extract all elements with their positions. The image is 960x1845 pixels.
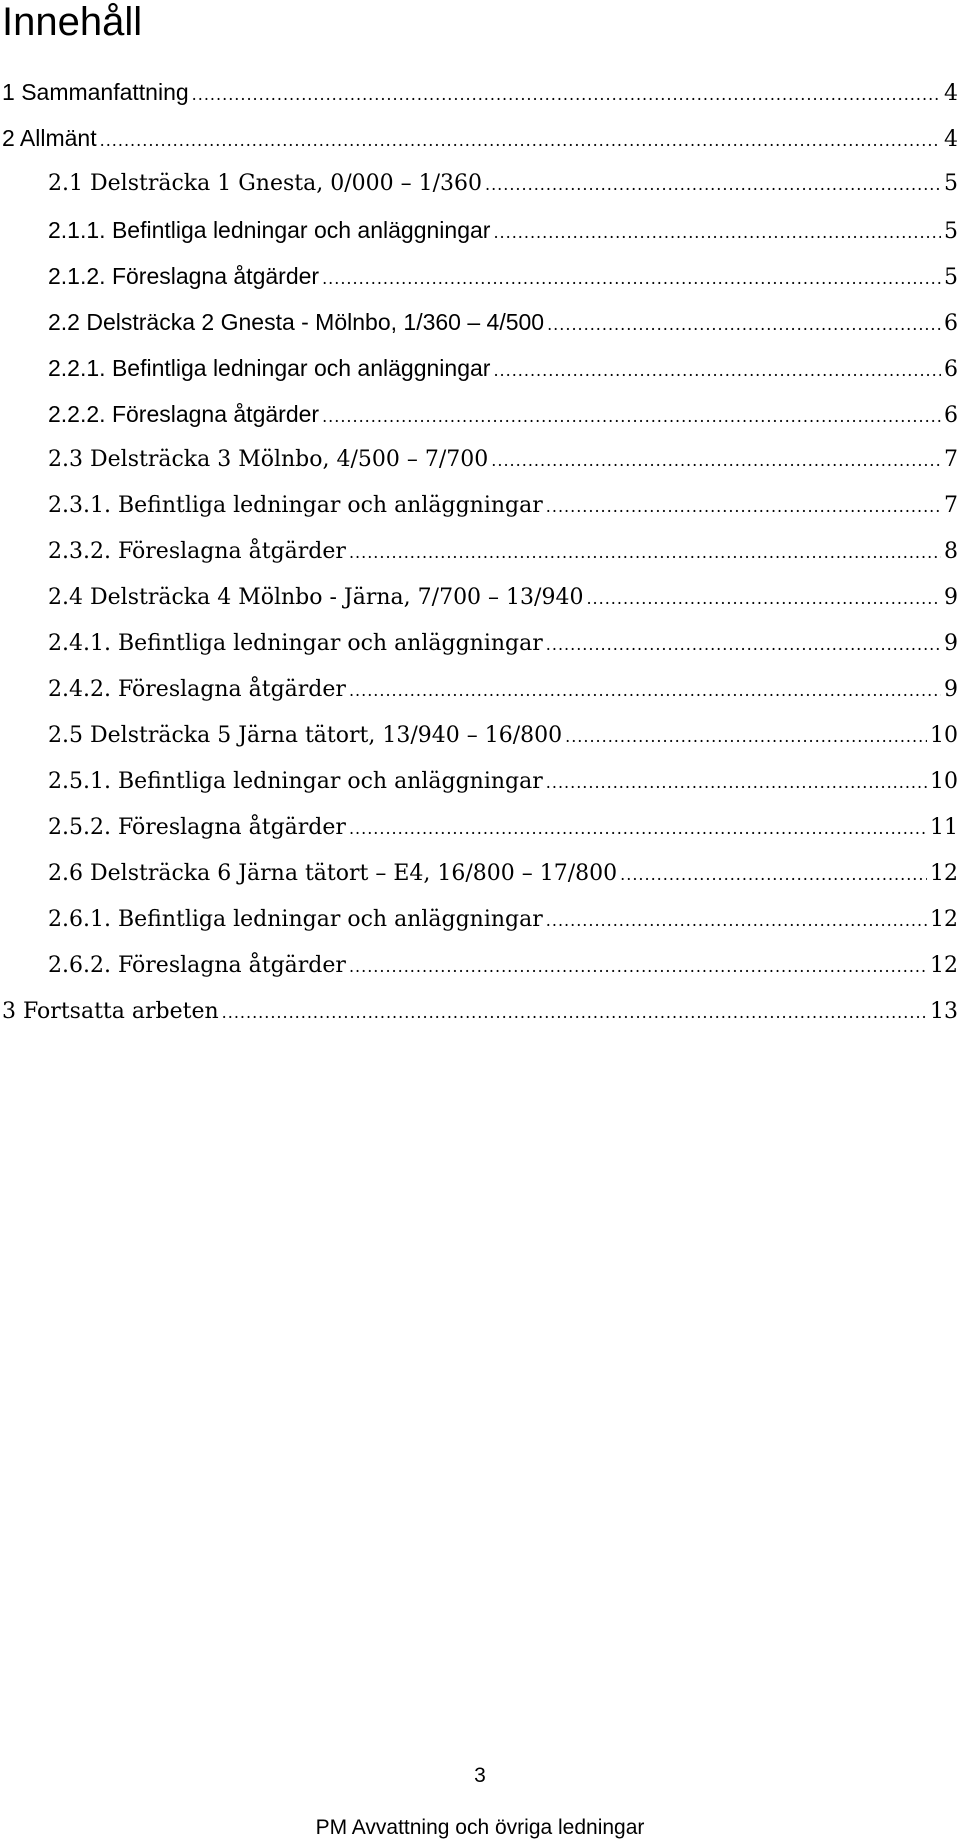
- toc-entry-page: 7: [944, 493, 958, 518]
- toc-entry[interactable]: [0, 583, 958, 629]
- toc-entry-text: Föreslagna åtgärder: [117, 953, 346, 978]
- toc-entry-text: Delsträcka 5 Järna tätort, 13/940 – 16/800: [90, 723, 563, 748]
- toc-entry-page: 5: [944, 219, 958, 244]
- toc-dot-leader: [100, 126, 941, 156]
- toc-entry-page: 6: [944, 403, 958, 428]
- toc-entry-title: [48, 261, 319, 291]
- toc-entry-number: 2.3.1.: [48, 493, 111, 518]
- toc-entry[interactable]: [0, 399, 958, 445]
- toc-entry-number: 2.3: [48, 447, 83, 472]
- page-title: Innehåll: [2, 0, 143, 44]
- toc-entry-page: 6: [944, 357, 958, 382]
- toc-entry-title: [48, 307, 544, 337]
- toc-dot-leader: [586, 584, 941, 614]
- toc-entry-number: 2.5.1.: [48, 769, 111, 794]
- toc-entry-title: [48, 859, 617, 889]
- toc-entry-title: [48, 491, 543, 521]
- toc-entry-page: 12: [930, 861, 958, 886]
- toc-entry-text: Allmänt: [19, 125, 97, 151]
- toc-entry-page: 11: [930, 815, 958, 840]
- toc-entry-number: 2.4.1.: [48, 631, 111, 656]
- toc-entry-title: [48, 445, 488, 475]
- toc-entry-number: 2.6.1.: [48, 907, 111, 932]
- toc-dot-leader: [322, 402, 941, 432]
- toc-entry-page: 13: [930, 999, 958, 1024]
- toc-entry-number: 2.4.2.: [48, 677, 111, 702]
- toc-dot-leader: [493, 218, 941, 248]
- toc-entry-number: 2.3.2.: [48, 539, 111, 564]
- toc-entry-page: 10: [930, 723, 958, 748]
- toc-entry-page: 5: [944, 265, 958, 290]
- toc-entry-number: 1: [2, 79, 15, 105]
- toc-entry-number: 2.6: [48, 861, 83, 886]
- toc-entry-number: 2.2.2.: [48, 401, 106, 427]
- toc-entry-page: 10: [930, 769, 958, 794]
- toc-entry-text: Sammanfattning: [21, 79, 189, 105]
- toc-entry-page: 9: [944, 631, 958, 656]
- toc-entry-number: 2.4: [48, 585, 83, 610]
- toc-dot-leader: [546, 492, 941, 522]
- toc-dot-leader: [322, 264, 941, 294]
- toc-entry-text: Delsträcka 3 Mölnbo, 4/500 – 7/700: [90, 447, 489, 472]
- toc-dot-leader: [349, 538, 941, 568]
- toc-entry-page: 12: [930, 907, 958, 932]
- toc-entry-text: Befintliga ledningar och anläggningar: [117, 493, 543, 518]
- toc-entry-page: 6: [944, 311, 958, 336]
- toc-entry-title: [48, 951, 346, 981]
- toc-entry-title: [2, 77, 189, 107]
- toc-dot-leader: [491, 446, 941, 476]
- toc-entry[interactable]: [0, 169, 958, 215]
- toc-entry[interactable]: [0, 123, 958, 169]
- toc-entry-title: [48, 905, 543, 935]
- toc-dot-leader: [349, 814, 927, 844]
- toc-entry[interactable]: [0, 353, 958, 399]
- footer-page-number: 3: [474, 1764, 486, 1787]
- toc-entry-text: Delsträcka 6 Järna tätort – E4, 16/800 – 17/800: [90, 861, 618, 886]
- toc-entry-text: Föreslagna åtgärder: [117, 677, 346, 702]
- toc-entry-title: [48, 583, 583, 613]
- toc-entry-number: 2.1: [48, 171, 83, 196]
- toc-dot-leader: [493, 356, 941, 386]
- toc-dot-leader: [546, 630, 941, 660]
- toc-entry[interactable]: [0, 445, 958, 491]
- toc-entry-number: 2.2: [48, 309, 80, 335]
- toc-entry-title: [48, 399, 319, 429]
- toc-dot-leader: [222, 998, 927, 1028]
- toc-entry-number: 2.5.2.: [48, 815, 111, 840]
- toc-entry-page: 9: [944, 585, 958, 610]
- toc-entry[interactable]: [0, 997, 958, 1043]
- toc-entry-text: Befintliga ledningar och anläggningar: [117, 631, 543, 656]
- toc-entry-title: [48, 767, 543, 797]
- toc-entry[interactable]: [0, 813, 958, 859]
- toc-entry-text: Föreslagna åtgärder: [117, 815, 346, 840]
- toc-dot-leader: [546, 906, 927, 936]
- toc-entry-number: 2.6.2.: [48, 953, 111, 978]
- toc-entry-page: 4: [944, 81, 958, 106]
- toc-entry-page: 9: [944, 677, 958, 702]
- toc-entry-number: 2.5: [48, 723, 83, 748]
- toc-entry[interactable]: [0, 537, 958, 583]
- toc-entry-title: [2, 997, 219, 1027]
- toc-entry[interactable]: [0, 307, 958, 353]
- toc-entry-title: [2, 123, 97, 153]
- toc-entry-number: 2.1.1.: [48, 217, 106, 243]
- toc-entry-text: Befintliga ledningar och anläggningar: [117, 769, 543, 794]
- toc-entry-title: [48, 169, 482, 199]
- toc-entry[interactable]: [0, 629, 958, 675]
- toc-dot-leader: [192, 80, 941, 110]
- toc-dot-leader: [620, 860, 927, 890]
- toc-entry[interactable]: [0, 767, 958, 813]
- toc-entry-page: 7: [944, 447, 958, 472]
- toc-dot-leader: [547, 310, 941, 340]
- toc-entry[interactable]: [0, 675, 958, 721]
- toc-entry-title: [48, 813, 346, 843]
- toc-entry-number: 2.1.2.: [48, 263, 106, 289]
- toc-entry-title: [48, 721, 562, 751]
- toc-entry-page: 8: [944, 539, 958, 564]
- toc-entry-text: Befintliga ledningar och anläggningar: [117, 907, 543, 932]
- toc-entry-text: Befintliga ledningar och anläggningar: [111, 217, 491, 243]
- toc-entry[interactable]: [0, 491, 958, 537]
- toc-entry-text: Föreslagna åtgärder: [111, 263, 320, 289]
- toc-entry[interactable]: [0, 261, 958, 307]
- toc-entry[interactable]: [0, 951, 958, 997]
- toc-entry-page: 12: [930, 953, 958, 978]
- toc-entry-text: Delsträcka 4 Mölnbo - Järna, 7/700 – 13/940: [90, 585, 584, 610]
- toc-entry[interactable]: [0, 859, 958, 905]
- toc-entry-text: Befintliga ledningar och anläggningar: [111, 355, 491, 381]
- toc-dot-leader: [349, 952, 927, 982]
- toc-dot-leader: [546, 768, 927, 798]
- toc-entry-page: 5: [944, 171, 958, 196]
- toc-entry-text: Föreslagna åtgärder: [117, 539, 346, 564]
- toc-entry-title: [48, 675, 346, 705]
- toc-entry-title: [48, 537, 346, 567]
- toc-entry-title: [48, 629, 543, 659]
- toc-entry[interactable]: [0, 77, 958, 123]
- toc-entry-text: Delsträcka 2 Gnesta - Mölnbo, 1/360 – 4/500: [86, 309, 545, 335]
- table-of-contents: [0, 77, 958, 1043]
- toc-dot-leader: [349, 676, 941, 706]
- toc-entry[interactable]: [0, 905, 958, 951]
- toc-entry-title: [48, 215, 490, 245]
- toc-entry[interactable]: [0, 215, 958, 261]
- toc-entry[interactable]: [0, 721, 958, 767]
- toc-entry-text: Föreslagna åtgärder: [111, 401, 320, 427]
- toc-entry-page: 4: [944, 127, 958, 152]
- toc-entry-number: 2.2.1.: [48, 355, 106, 381]
- toc-dot-leader: [565, 722, 927, 752]
- toc-entry-text: Fortsatta arbeten: [23, 999, 219, 1024]
- toc-entry-number: 3: [2, 999, 16, 1024]
- toc-entry-number: 2: [2, 125, 15, 151]
- toc-entry-title: [48, 353, 490, 383]
- footer-document-title: PM Avvattning och övriga ledningar: [315, 1816, 645, 1839]
- toc-dot-leader: [485, 170, 941, 200]
- toc-entry-text: Delsträcka 1 Gnesta, 0/000 – 1/360: [90, 171, 482, 196]
